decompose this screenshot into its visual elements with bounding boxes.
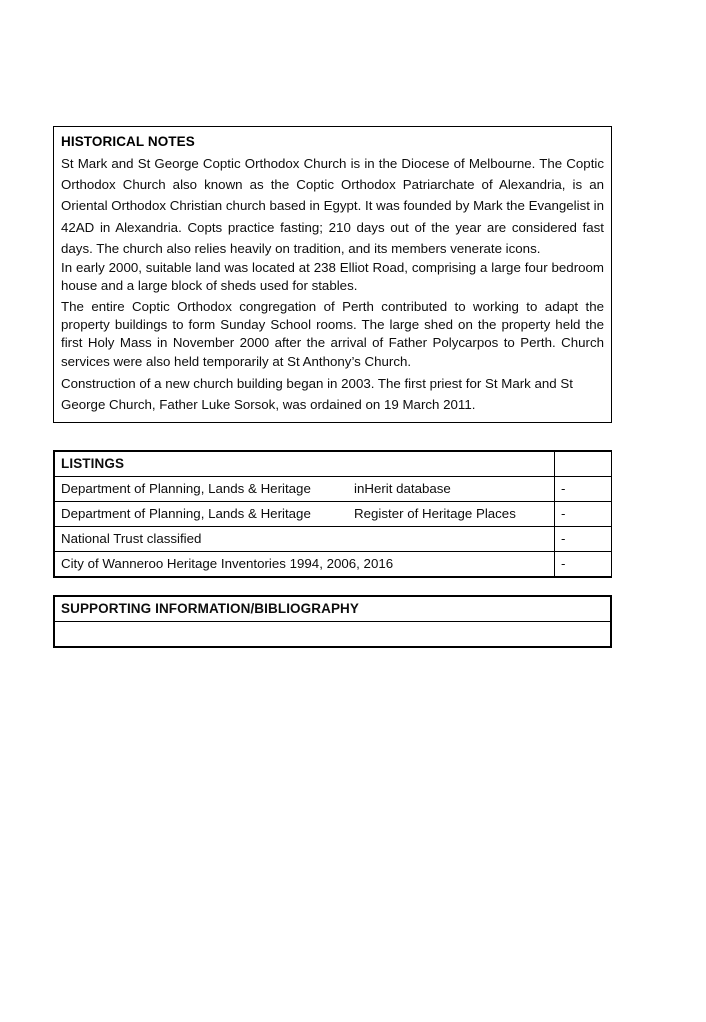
listing-flag: -: [555, 552, 612, 577]
listing-agency: Department of Planning, Lands & Heritage: [61, 481, 311, 496]
listing-text: [61, 555, 548, 573]
listings-heading: LISTINGS: [55, 452, 555, 477]
table-row: [55, 477, 612, 502]
supporting-information-section: [53, 595, 612, 648]
listing-flag: -: [555, 477, 612, 502]
supporting-information-heading: SUPPORTING INFORMATION/BIBLIOGRAPHY: [55, 597, 611, 622]
listings-heading-flag: [555, 452, 612, 477]
listings-header-row: [55, 452, 612, 477]
supporting-information-table: [54, 596, 611, 647]
listing-text: [61, 530, 548, 548]
listing-text: [61, 505, 548, 523]
supporting-information-body: [55, 622, 611, 647]
historical-notes-heading: HISTORICAL NOTES: [61, 134, 195, 149]
historical-notes-section: [53, 126, 612, 423]
listing-text: [61, 480, 548, 498]
listing-cell: [55, 527, 555, 552]
listing-agency: National Trust classified: [61, 531, 202, 546]
supporting-information-header-row: [55, 597, 611, 622]
historical-notes-paragraph-3: The entire Coptic Orthodox congregation of Perth contributed to working to adapt the property buildings to form Sunday School rooms. The large shed on the property held the first Holy Mass in November 2000 after the arrival of Father Polycarpos to Perth. Church services were also held temporarily at St Anthony’s Church.: [61, 298, 604, 369]
historical-notes-paragraph-4: Construction of a new church building began in 2003. The first priest for St Mark and St George Church, Father Luke Sorsok, was ordained on 19 March 2011.: [61, 375, 573, 412]
listings-table: [54, 451, 612, 577]
listing-agency: City of Wanneroo Heritage Inventories 1994, 2006, 2016: [61, 556, 394, 571]
supporting-information-body-row: [55, 622, 611, 647]
listing-cell: [55, 552, 555, 577]
table-row: [55, 527, 612, 552]
listing-detail: inHerit database: [354, 481, 451, 496]
historical-notes-paragraph-2: In early 2000, suitable land was located at 238 Elliot Road, comprising a large four bedroom house and a large block of sheds used for stables.: [61, 260, 604, 294]
listing-detail: Register of Heritage Places: [354, 506, 516, 521]
listing-cell: [55, 477, 555, 502]
listing-flag: -: [555, 527, 612, 552]
listings-section: [53, 450, 612, 578]
historical-notes-paragraph-1: St Mark and St George Coptic Orthodox Church is in the Diocese of Melbourne. The Coptic Orthodox Church also known as the Coptic Orthodox Patriarchate of Alexandria, is an Oriental Orthodox Christian church based in Egypt. It was founded by Mark the Evangelist in 42AD in Alexandria. Copts practice fasting; 210 days out of the year are considered fast days. The church also relies heavily on tradition, and its members venerate icons.: [61, 156, 604, 256]
table-row: [55, 552, 612, 577]
listing-cell: [55, 502, 555, 527]
listing-flag: -: [555, 502, 612, 527]
listing-agency: Department of Planning, Lands & Heritage: [61, 506, 311, 521]
table-row: [55, 502, 612, 527]
